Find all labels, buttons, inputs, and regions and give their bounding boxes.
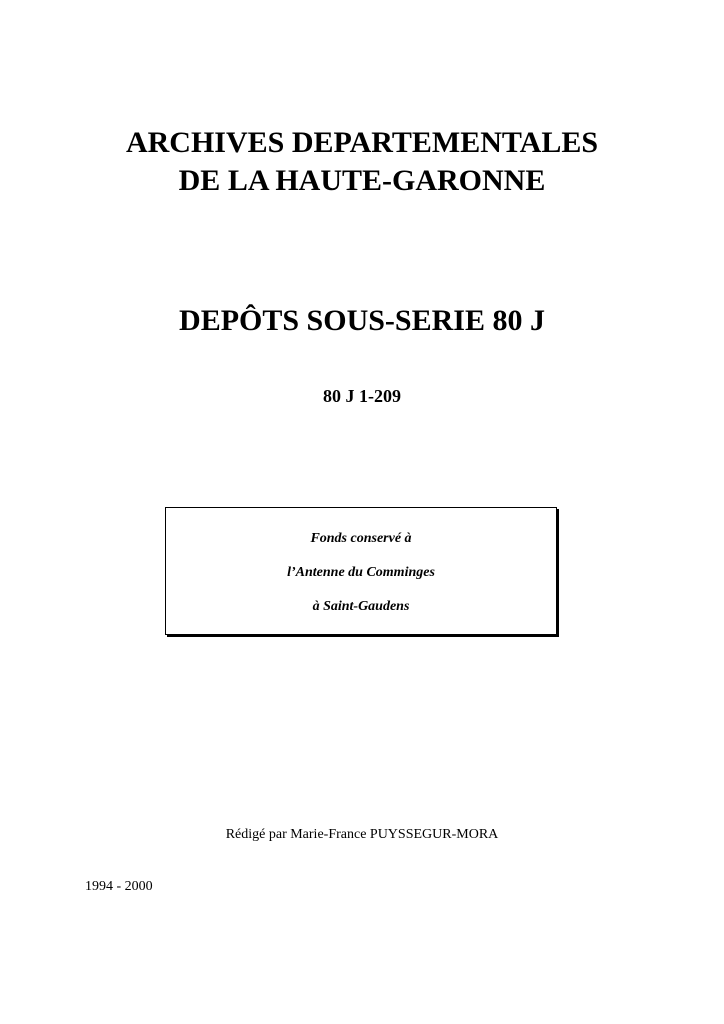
fonds-location-box xyxy=(165,507,557,635)
date-range: 1994 - 2000 xyxy=(85,879,153,894)
fonds-location-line2: l’Antenne du Comminges xyxy=(287,565,435,580)
archive-title xyxy=(0,124,724,200)
archive-title-line1: ARCHIVES DEPARTEMENTALES xyxy=(125,126,599,159)
archive-title-line2: DE LA HAUTE-GARONNE xyxy=(178,164,546,197)
series-title: DEPÔTS SOUS-SERIE 80 J xyxy=(179,304,545,337)
fonds-location-line3: à Saint-Gaudens xyxy=(312,599,410,614)
fonds-location-line1: Fonds conservé à xyxy=(310,531,412,546)
author-credit: Rédigé par Marie-France PUYSSEGUR-MORA xyxy=(225,827,499,842)
series-cote: 80 J 1-209 xyxy=(323,386,401,406)
